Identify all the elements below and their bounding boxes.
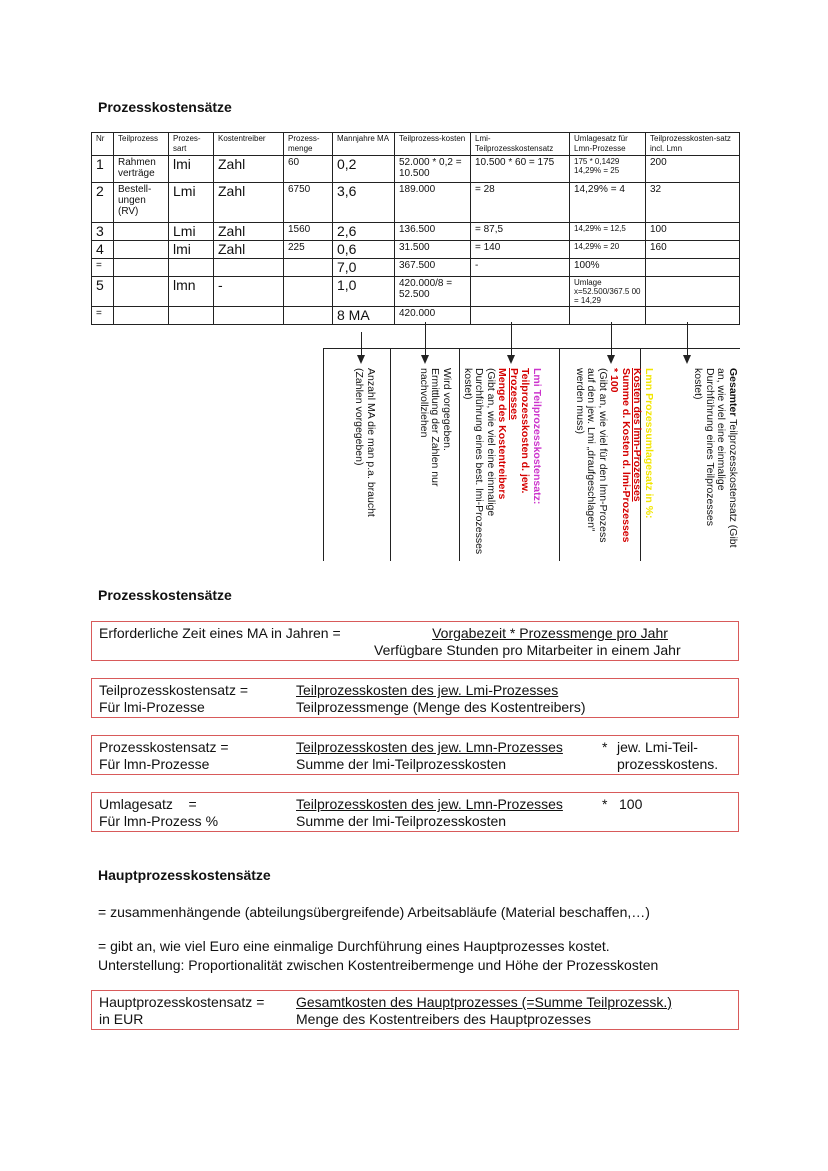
table-row (92, 241, 740, 259)
cell: = 28 (471, 183, 570, 223)
section-title-prozesskostensaetze-2: Prozesskostensätze (98, 587, 232, 603)
formula-numerator: Vorgabezeit * Prozessmenge pro Jahr (432, 625, 668, 641)
cell: lmi (169, 241, 214, 259)
cell: 1,0 (333, 277, 395, 307)
cell: 3,6 (333, 183, 395, 223)
header-teilprozesskosten: Teilprozess-kosten (395, 133, 471, 156)
cell: 14,29% = 20 (570, 241, 646, 259)
cell: 225 (284, 241, 333, 259)
cell: 0,2 (333, 156, 395, 183)
formula-denominator: Menge des Kostentreibers des Hauptprozesses (296, 1011, 591, 1027)
formula-factor: 100 (619, 796, 643, 812)
table-row (92, 259, 740, 277)
arrow-stem (425, 322, 426, 356)
paragraph-definition: = zusammenhängende (abteilungsübergreifende) Arbeitsabläufe (Material beschaffen,…) (98, 904, 650, 920)
formula-numerator: Teilprozesskosten des jew. Lmi-Prozesses (296, 682, 559, 698)
cell: 367.500 (395, 259, 471, 277)
cell: 14,29% = 12,5 (570, 223, 646, 241)
annotation-divider (390, 348, 391, 561)
formula-label: in EUR (99, 1011, 144, 1027)
formula-numerator: Gesamtkosten des Hauptprozesses (=Summe Teilprozessk.) (296, 994, 672, 1010)
header-mannjahre: Mannjahre MA (333, 133, 395, 156)
cell: lmn (169, 277, 214, 307)
cell: 4 (92, 241, 114, 259)
cell (284, 259, 333, 277)
cell: 175 * 0,1429 14,29% = 25 (570, 156, 646, 183)
cell (114, 223, 169, 241)
annotation-divider (323, 348, 324, 561)
table-row (92, 183, 740, 223)
cell: 200 (646, 156, 740, 183)
annotation-umlagesatz: Lmn Prozessumlagesatz in %: Kosten des lmn-Prozesses Summe d. Kosten d. lmi-Prozesses * 100 (Gibt an, wie viel für den lmn-Prozess auf den jew. Lmi „draufgeschlagen“ werden muss) (574, 368, 655, 543)
cell (471, 307, 570, 325)
cell: Lmi (169, 223, 214, 241)
formula-denominator: Summe der lmi-Teilprozesskosten (296, 756, 507, 772)
cell (214, 259, 284, 277)
cell (284, 277, 333, 307)
cell: = (92, 307, 114, 325)
header-nr: Nr (92, 133, 114, 156)
annotation-gesamtsatz: Gesamter Teilprozesskostensatz (Gibt an, wie viel eine einmalige Durchführung eines Teilprozesses kostet) (692, 368, 739, 548)
cell: 2 (92, 183, 114, 223)
annotation-divider (459, 348, 460, 561)
header-prozessart: Prozes-sart (169, 133, 214, 156)
section-title-prozesskostensaetze: Prozesskostensätze (98, 99, 232, 115)
cell: Umlage x=52.500/367.5 00 = 14,29 (570, 277, 646, 307)
process-cost-table (91, 132, 740, 325)
paragraph-line: = gibt an, wie viel Euro eine einmalige Durchführung eines Hauptprozesses kostet. (98, 938, 610, 954)
cell: Rahmen verträge (114, 156, 169, 183)
cell: Zahl (214, 156, 284, 183)
formula-label: Teilprozesskostensatz = (99, 682, 249, 698)
arrow-stem (361, 332, 362, 356)
cell: 100 (646, 223, 740, 241)
formula-denominator: Teilprozessmenge (Menge des Kostentreibers) (296, 699, 586, 715)
table-header-row (92, 133, 740, 156)
cell: 31.500 (395, 241, 471, 259)
cell (284, 307, 333, 325)
annotation-top-line (323, 348, 740, 349)
annotation-teilprozesskosten: Wird vorgegeben. Ermittlung der Zahlen nur nachvollziehen (418, 368, 453, 487)
cell: 14,29% = 4 (570, 183, 646, 223)
cell: 10.500 * 60 = 175 (471, 156, 570, 183)
cell: 160 (646, 241, 740, 259)
cell: 189.000 (395, 183, 471, 223)
annotation-divider (559, 348, 560, 561)
cell: - (214, 277, 284, 307)
cell: 52.000 * 0,2 = 10.500 (395, 156, 471, 183)
formula-label: Für lmn-Prozess % (99, 813, 219, 829)
formula-factor: prozesskostens. (617, 756, 719, 772)
formula-label: Prozesskostensatz = (99, 739, 229, 755)
cell: 7,0 (333, 259, 395, 277)
cell: 420.000/8 = 52.500 (395, 277, 471, 307)
formula-denominator: Verfügbare Stunden pro Mitarbeiter in einem Jahr (374, 642, 681, 658)
formula-denominator: Summe der lmi-Teilprozesskosten (296, 813, 507, 829)
cell (114, 277, 169, 307)
cell (169, 307, 214, 325)
annotation-lmi-satz: Lmi Teilprozesskostensatz: Teilprozesskosten d. jew. Prozesses Menge des Kostentreibers (Gibt an, wie viel eine einmalige Durchführung eines best. lmi-Prozesses kostet) (462, 368, 543, 555)
cell: Zahl (214, 223, 284, 241)
cell: = (92, 259, 114, 277)
formula-label: Für lmi-Prozesse (99, 699, 205, 715)
cell (214, 307, 284, 325)
formula-box-prozesskostensatz (91, 735, 739, 775)
cell: lmi (169, 156, 214, 183)
cell (114, 307, 169, 325)
paragraph-line: Unterstellung: Proportionalität zwischen Kostentreibermenge und Höhe der Prozesskosten (98, 957, 659, 973)
cell: - (471, 259, 570, 277)
cell: 5 (92, 277, 114, 307)
header-teilprozess: Teilprozess (114, 133, 169, 156)
formula-factor: jew. Lmi-Teil- (617, 739, 698, 755)
cell: 1 (92, 156, 114, 183)
cell (471, 277, 570, 307)
cell: 0,6 (333, 241, 395, 259)
multiply-sign: * (602, 739, 608, 755)
formula-numerator: Teilprozesskosten des jew. Lmn-Prozesses (296, 796, 563, 812)
annotation-mannjahre: Anzahl MA die man p.a. braucht (Zahlen vorgegeben) (353, 368, 377, 517)
cell: Bestell-ungen (RV) (114, 183, 169, 223)
cell: Lmi (169, 183, 214, 223)
arrow-stem (611, 322, 612, 356)
arrow-down-icon (421, 355, 429, 364)
formula-box-teilprozesskostensatz (91, 678, 739, 718)
cell (570, 307, 646, 325)
arrow-down-icon (357, 355, 365, 364)
table-row (92, 277, 740, 307)
cell: 32 (646, 183, 740, 223)
cell: = 87,5 (471, 223, 570, 241)
multiply-sign: * (602, 796, 608, 812)
cell: 136.500 (395, 223, 471, 241)
cell: Zahl (214, 183, 284, 223)
cell: 3 (92, 223, 114, 241)
formula-label: Erforderliche Zeit eines MA in Jahren = (99, 625, 341, 641)
table-row (92, 156, 740, 183)
cell: Zahl (214, 241, 284, 259)
formula-label: Umlagesatz = (99, 796, 197, 812)
cell (646, 277, 740, 307)
arrow-down-icon (507, 355, 515, 364)
arrow-down-icon (607, 355, 615, 364)
cell: 1560 (284, 223, 333, 241)
formula-box-hauptprozesskostensatz (91, 990, 739, 1030)
formula-numerator: Teilprozesskosten des jew. Lmn-Prozesses (296, 739, 563, 755)
formula-label: Für lmn-Prozesse (99, 756, 210, 772)
cell (646, 307, 740, 325)
cell (646, 259, 740, 277)
cell: 60 (284, 156, 333, 183)
header-gesamtsatz: Teilprozesskosten-satz incl. Lmn (646, 133, 740, 156)
table-row (92, 307, 740, 325)
paragraph-explanation (98, 937, 658, 975)
cell: 8 MA (333, 307, 395, 325)
cell: = 140 (471, 241, 570, 259)
cell: 100% (570, 259, 646, 277)
arrow-stem (687, 322, 688, 356)
cell (169, 259, 214, 277)
arrow-down-icon (683, 355, 691, 364)
arrow-stem (511, 322, 512, 356)
cell: 6750 (284, 183, 333, 223)
formula-box-umlagesatz (91, 792, 739, 832)
cell: 420.000 (395, 307, 471, 325)
header-kostentreiber: Kostentreiber (214, 133, 284, 156)
formula-label: Hauptprozesskostensatz = (99, 994, 265, 1010)
cell (114, 259, 169, 277)
cell (114, 241, 169, 259)
section-title-hauptprozesskostensaetze: Hauptprozesskostensätze (98, 867, 271, 883)
formula-box-erforderliche-zeit (91, 621, 739, 661)
header-umlagesatz: Umlagesatz für Lmn-Prozesse (570, 133, 646, 156)
cell: 2,6 (333, 223, 395, 241)
table-row (92, 223, 740, 241)
header-lmi-satz: Lmi-Teilprozesskostensatz (471, 133, 570, 156)
header-prozessmenge: Prozess-menge (284, 133, 333, 156)
